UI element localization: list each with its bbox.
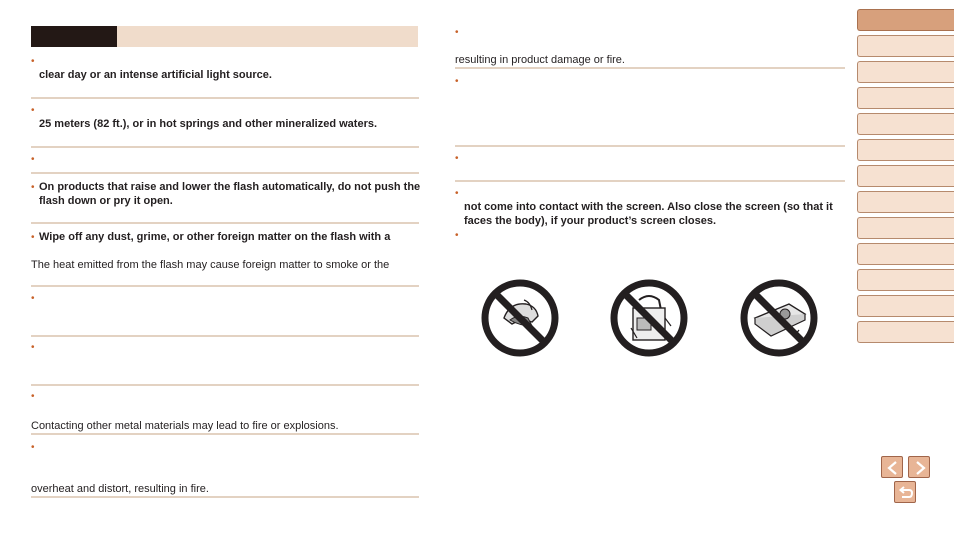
divider (31, 146, 419, 148)
bullet: • (31, 391, 35, 402)
section-header-dark (31, 26, 117, 47)
bullet: • (455, 230, 459, 241)
side-tab-6[interactable] (857, 139, 954, 161)
return-button[interactable] (894, 481, 916, 503)
side-tab-1[interactable] (857, 9, 954, 31)
bullet: • (31, 442, 35, 453)
arrow-left-icon (882, 457, 904, 479)
prohibited-camera-icon (739, 278, 819, 358)
bullet: • (455, 27, 459, 38)
bullet: • (31, 342, 35, 353)
warning-text: not come into contact with the screen. Also close the screen (so that it faces the body), if your product’s screen closes. (464, 201, 833, 227)
prohibited-helmet-icon (480, 278, 560, 358)
bullet: • (31, 154, 35, 165)
warning-text: clear day or an intense artificial light source. (39, 69, 272, 81)
warning-note: Contacting other metal materials may lead to fire or explosions. (31, 420, 339, 432)
side-tab-11[interactable] (857, 269, 954, 291)
side-tab-5[interactable] (857, 113, 954, 135)
divider (455, 145, 845, 147)
side-tab-2[interactable] (857, 35, 954, 57)
bullet: • (31, 56, 35, 67)
divider (31, 172, 419, 174)
arrow-right-icon (909, 457, 931, 479)
bullet: • (31, 105, 35, 116)
divider (31, 222, 419, 224)
bullet: • (455, 153, 459, 164)
warning-text: On products that raise and lower the flash automatically, do not push the flash down or pry it open. (39, 181, 421, 207)
side-tab-8[interactable] (857, 191, 954, 213)
bullet: • (455, 188, 459, 199)
bullet: • (31, 293, 35, 304)
return-icon (895, 482, 917, 504)
divider (31, 496, 419, 498)
divider (31, 384, 419, 386)
warning-note: The heat emitted from the flash may cause foreign matter to smoke or the (31, 259, 390, 271)
side-tab-9[interactable] (857, 217, 954, 239)
divider (31, 433, 419, 435)
side-tab-7[interactable] (857, 165, 954, 187)
side-tab-12[interactable] (857, 295, 954, 317)
warning-text: Wipe off any dust, grime, or other foreign matter on the flash with a (39, 231, 391, 243)
bullet: • (31, 232, 35, 243)
warning-text: 25 meters (82 ft.), or in hot springs and other mineralized waters. (39, 118, 378, 130)
previous-page-button[interactable] (881, 456, 903, 478)
side-tab-13[interactable] (857, 321, 954, 343)
divider (31, 335, 419, 337)
side-tab-10[interactable] (857, 243, 954, 265)
next-page-button[interactable] (908, 456, 930, 478)
bullet: • (31, 182, 35, 193)
divider (31, 97, 419, 99)
divider (31, 285, 419, 287)
bullet: • (455, 76, 459, 87)
section-header-light (117, 26, 418, 47)
side-tab-4[interactable] (857, 87, 954, 109)
warning-note: resulting in product damage or fire. (455, 54, 625, 66)
warning-note: overheat and distort, resulting in fire. (31, 483, 209, 495)
divider (455, 180, 845, 182)
divider (455, 67, 845, 69)
prohibited-bag-icon (609, 278, 689, 358)
side-tab-3[interactable] (857, 61, 954, 83)
